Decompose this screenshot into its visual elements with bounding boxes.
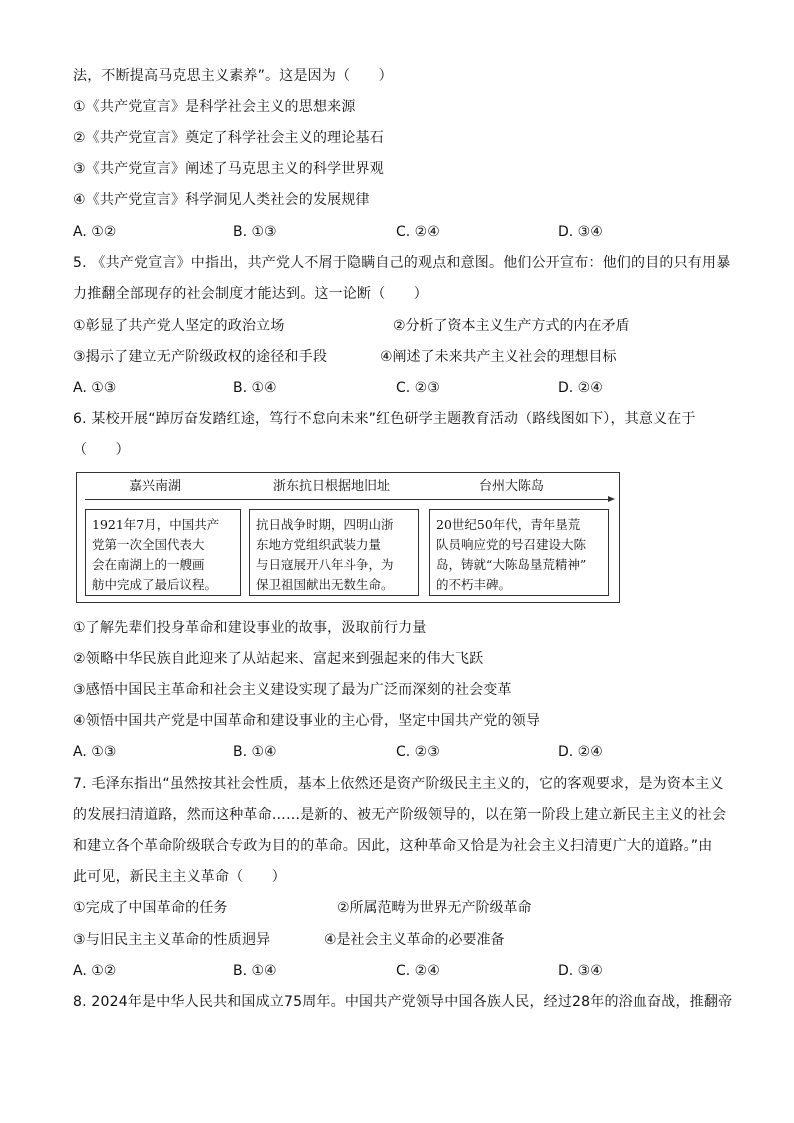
- q7-item-1: ①完成了中国革命的任务: [73, 900, 228, 916]
- route-stop-box-1: [85, 509, 241, 596]
- q6-item-2: ②领略中华民族自此迎来了从站起来、富起来到强起来的伟大飞跃: [73, 651, 484, 667]
- q4-option-b: B. ①③: [233, 224, 277, 240]
- q6-item-4: ④领悟中国共产党是中国革命和建设事业的主心骨，坚定中国共产党的领导: [73, 713, 541, 729]
- q6-option-b: B. ①④: [233, 744, 277, 760]
- q7-option-a: A. ①②: [73, 963, 117, 979]
- q5-option-a: A. ①③: [73, 380, 117, 396]
- q7-option-c: C. ②④: [396, 963, 440, 979]
- q6-option-d: D. ②④: [558, 744, 603, 760]
- route-stop-3-line-2: 队员响应党的号召建设大陈: [436, 537, 587, 552]
- q6-item-1: ①了解先辈们投身革命和建设事业的故事，汲取前行力量: [73, 620, 427, 636]
- route-stop-1-line-4: 舫中完成了最后议程。: [92, 577, 218, 592]
- q4-item-1: ①《共产党宣言》是科学社会主义的思想来源: [73, 99, 356, 115]
- q4-item-3: ③《共产党宣言》阐述了马克思主义的科学世界观: [73, 161, 384, 177]
- q5-option-d: D. ②④: [558, 380, 603, 396]
- route-stop-box-3: [429, 509, 609, 596]
- q5-stem-line-1: 5. 《共产党宣言》中指出，共产党人不屑于隐瞒自己的观点和意图。他们公开宣布：他们的目的只有用暴: [73, 255, 731, 271]
- q6-option-c: C. ②③: [396, 744, 440, 760]
- route-stop-name-3: 台州大陈岛: [479, 479, 545, 494]
- route-stop-1-line-3: 会在南湖上的一艘画: [92, 557, 205, 572]
- q4-option-d: D. ③④: [558, 224, 603, 240]
- q7-item-3: ③与旧民主主义革命的性质迥异: [73, 932, 271, 948]
- q4-stem: 法，不断提高马克思主义素养”。这是因为（ ）: [73, 68, 393, 84]
- q5-item-4: ④阐述了未来共产主义社会的理想目标: [380, 349, 617, 365]
- q8-stem-line-1: 8. 2024年是中华人民共和国成立75周年。中国共产党领导中国各族人民，经过28年的浴血奋战，推翻帝: [73, 994, 733, 1010]
- q7-stem-line-3: 和建立各个革命阶级联合专政为目的的革命。因此，这种革命又恰是为社会主义扫清更广大的道路。”由: [73, 838, 713, 854]
- route-arrow: [85, 499, 609, 500]
- q5-item-2: ②分析了资本主义生产方式的内在矛盾: [393, 318, 630, 334]
- q5-item-3: ③揭示了建立无产阶级政权的途径和手段: [73, 349, 328, 365]
- q6-stem-line-1: 6. 某校开展“踔厉奋发踏红途，笃行不怠向未来”红色研学主题教育活动（路线图如下），其意义在于: [73, 411, 696, 427]
- q7-option-d: D. ③④: [558, 963, 603, 979]
- route-stop-box-2: [249, 509, 419, 596]
- route-stop-2-line-4: 保卫祖国献出无数生命。: [256, 577, 394, 592]
- q7-item-4: ④是社会主义革命的必要准备: [324, 932, 505, 948]
- q4-item-2: ②《共产党宣言》奠定了科学社会主义的理论基石: [73, 130, 384, 146]
- route-stop-2-line-1: 抗日战争时期，四明山浙: [256, 517, 394, 532]
- q6-option-a: A. ①③: [73, 744, 117, 760]
- q5-option-c: C. ②③: [396, 380, 440, 396]
- q5-stem-line-2: 力推翻全部现存的社会制度才能达到。这一论断（ ）: [73, 286, 428, 302]
- q7-stem-line-4: 此可见，新民主主义革命（ ）: [73, 869, 286, 885]
- route-map: [76, 472, 620, 603]
- q6-stem-line-2: （ ）: [73, 442, 130, 458]
- route-stop-name-2: 浙东抗日根据地旧址: [273, 479, 391, 494]
- q4-option-a: A. ①②: [73, 224, 117, 240]
- q6-item-3: ③感悟中国民主革命和社会主义建设实现了最为广泛而深刻的社会变革: [73, 682, 512, 698]
- route-stop-1-line-2: 党第一次全国代表大: [92, 537, 205, 552]
- q4-option-c: C. ②④: [396, 224, 440, 240]
- route-stop-3-line-3: 岛，铸就“大陈岛垦荒精神”: [436, 557, 587, 572]
- q7-option-b: B. ①④: [233, 963, 277, 979]
- route-stop-2-line-2: 东地方党组织武装力量: [256, 537, 382, 552]
- q4-item-4: ④《共产党宣言》科学洞见人类社会的发展规律: [73, 192, 370, 208]
- route-stop-3-line-4: 的不朽丰碑。: [436, 577, 512, 592]
- q5-option-b: B. ①④: [233, 380, 277, 396]
- q7-stem-line-1: 7. 毛泽东指出“虽然按其社会性质，基本上依然还是资产阶级民主主义的，它的客观要求，是为资本主义: [73, 776, 724, 792]
- q7-stem-line-2: 的发展扫清道路，然而这种革命……是新的、被无产阶级领导的，以在第一阶段上建立新民主主义的社会: [73, 807, 727, 823]
- route-stop-1-line-1: 1921年7月，中国共产: [92, 517, 220, 532]
- route-stop-2-line-3: 与日寇展开八年斗争，为: [256, 557, 394, 572]
- route-stop-name-1: 嘉兴南湖: [129, 479, 182, 494]
- q7-item-2: ②所属范畴为世界无产阶级革命: [337, 900, 532, 916]
- route-stop-3-line-1: 20世纪50年代，青年垦荒: [436, 517, 581, 532]
- q5-item-1: ①彰显了共产党人坚定的政治立场: [73, 318, 285, 334]
